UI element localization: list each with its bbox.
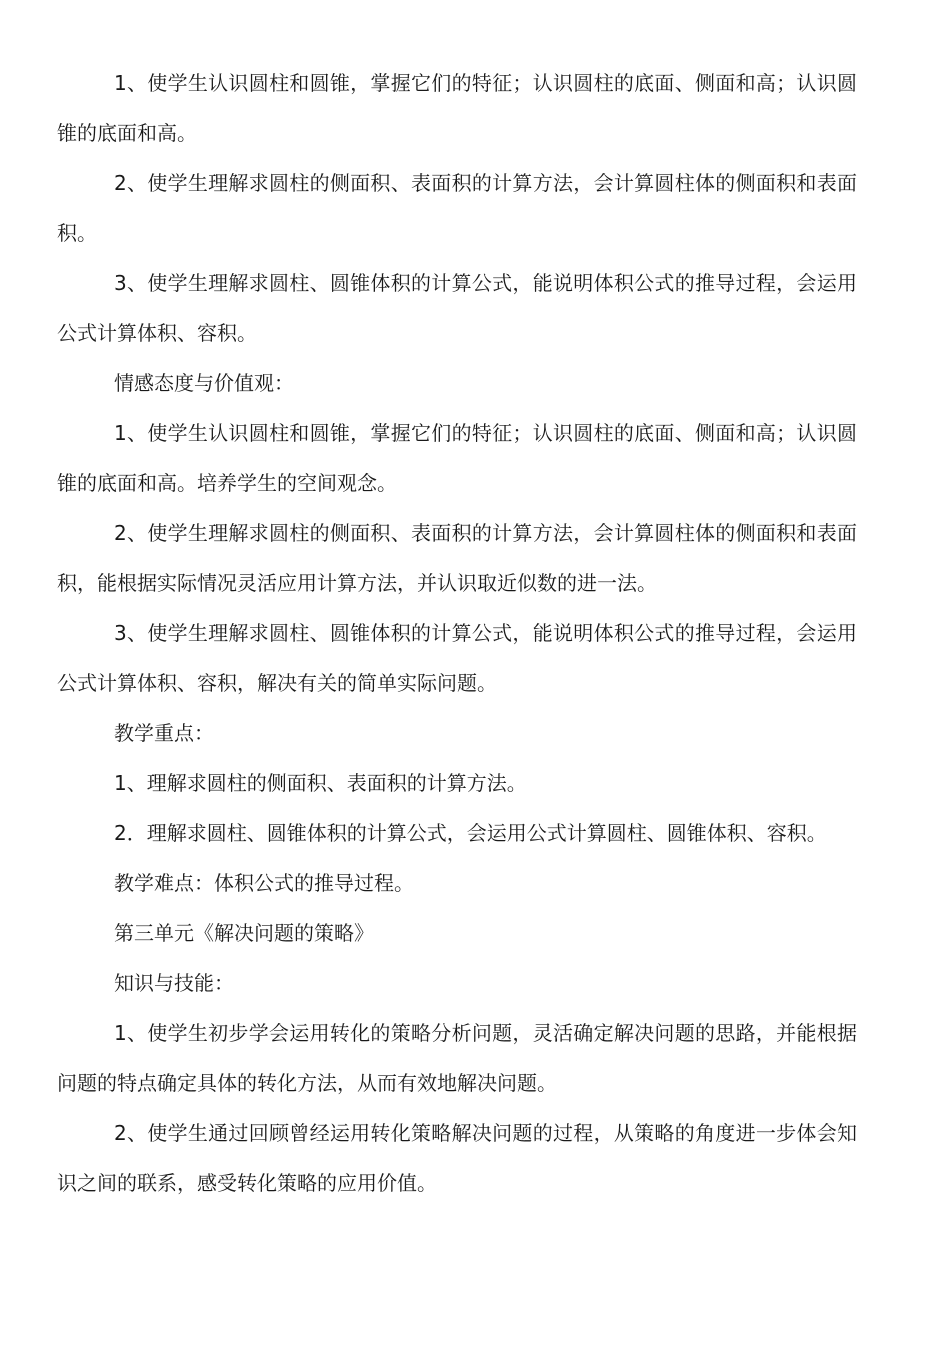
heading-unit-3: 第三单元《解决问题的策略》 xyxy=(114,921,374,945)
paragraph-emotion-2: 2、使学生理解求圆柱的侧面积、表面积的计算方法，会计算圆柱体的侧面积和表面积，能根据实际情况灵活应用计算方法，并认识取近似数的进一法。 xyxy=(57,521,857,595)
paragraph-goal-1: 1、使学生认识圆柱和圆锥，掌握它们的特征；认识圆柱的底面、侧面和高；认识圆锥的底面和高。 xyxy=(57,71,857,145)
paragraph-emotion-1: 1、使学生认识圆柱和圆锥，掌握它们的特征；认识圆柱的底面、侧面和高；认识圆锥的底面和高。培养学生的空间观念。 xyxy=(57,421,857,495)
paragraph-emotion-3: 3、使学生理解求圆柱、圆锥体积的计算公式，能说明体积公式的推导过程，会运用公式计算体积、容积，解决有关的简单实际问题。 xyxy=(57,621,857,695)
paragraph-skills-1: 1、使学生初步学会运用转化的策略分析问题，灵活确定解决问题的思路，并能根据问题的特点确定具体的转化方法，从而有效地解决问题。 xyxy=(57,1021,857,1095)
heading-emotion-attitude: 情感态度与价值观： xyxy=(114,371,294,395)
document-body xyxy=(57,58,857,1208)
paragraph-teaching-difficulty: 教学难点：体积公式的推导过程。 xyxy=(114,871,414,895)
paragraph-skills-2: 2、使学生通过回顾曾经运用转化策略解决问题的过程，从策略的角度进一步体会知识之间的联系，感受转化策略的应用价值。 xyxy=(57,1121,857,1195)
heading-teaching-focus: 教学重点： xyxy=(114,721,214,745)
paragraph-goal-2: 2、使学生理解求圆柱的侧面积、表面积的计算方法，会计算圆柱体的侧面积和表面积。 xyxy=(57,171,857,245)
heading-knowledge-skills: 知识与技能： xyxy=(114,971,234,995)
paragraph-focus-2: 2．理解求圆柱、圆锥体积的计算公式，会运用公式计算圆柱、圆锥体积、容积。 xyxy=(114,821,827,845)
paragraph-focus-1: 1、理解求圆柱的侧面积、表面积的计算方法。 xyxy=(114,771,527,795)
paragraph-goal-3: 3、使学生理解求圆柱、圆锥体积的计算公式，能说明体积公式的推导过程，会运用公式计算体积、容积。 xyxy=(57,271,857,345)
